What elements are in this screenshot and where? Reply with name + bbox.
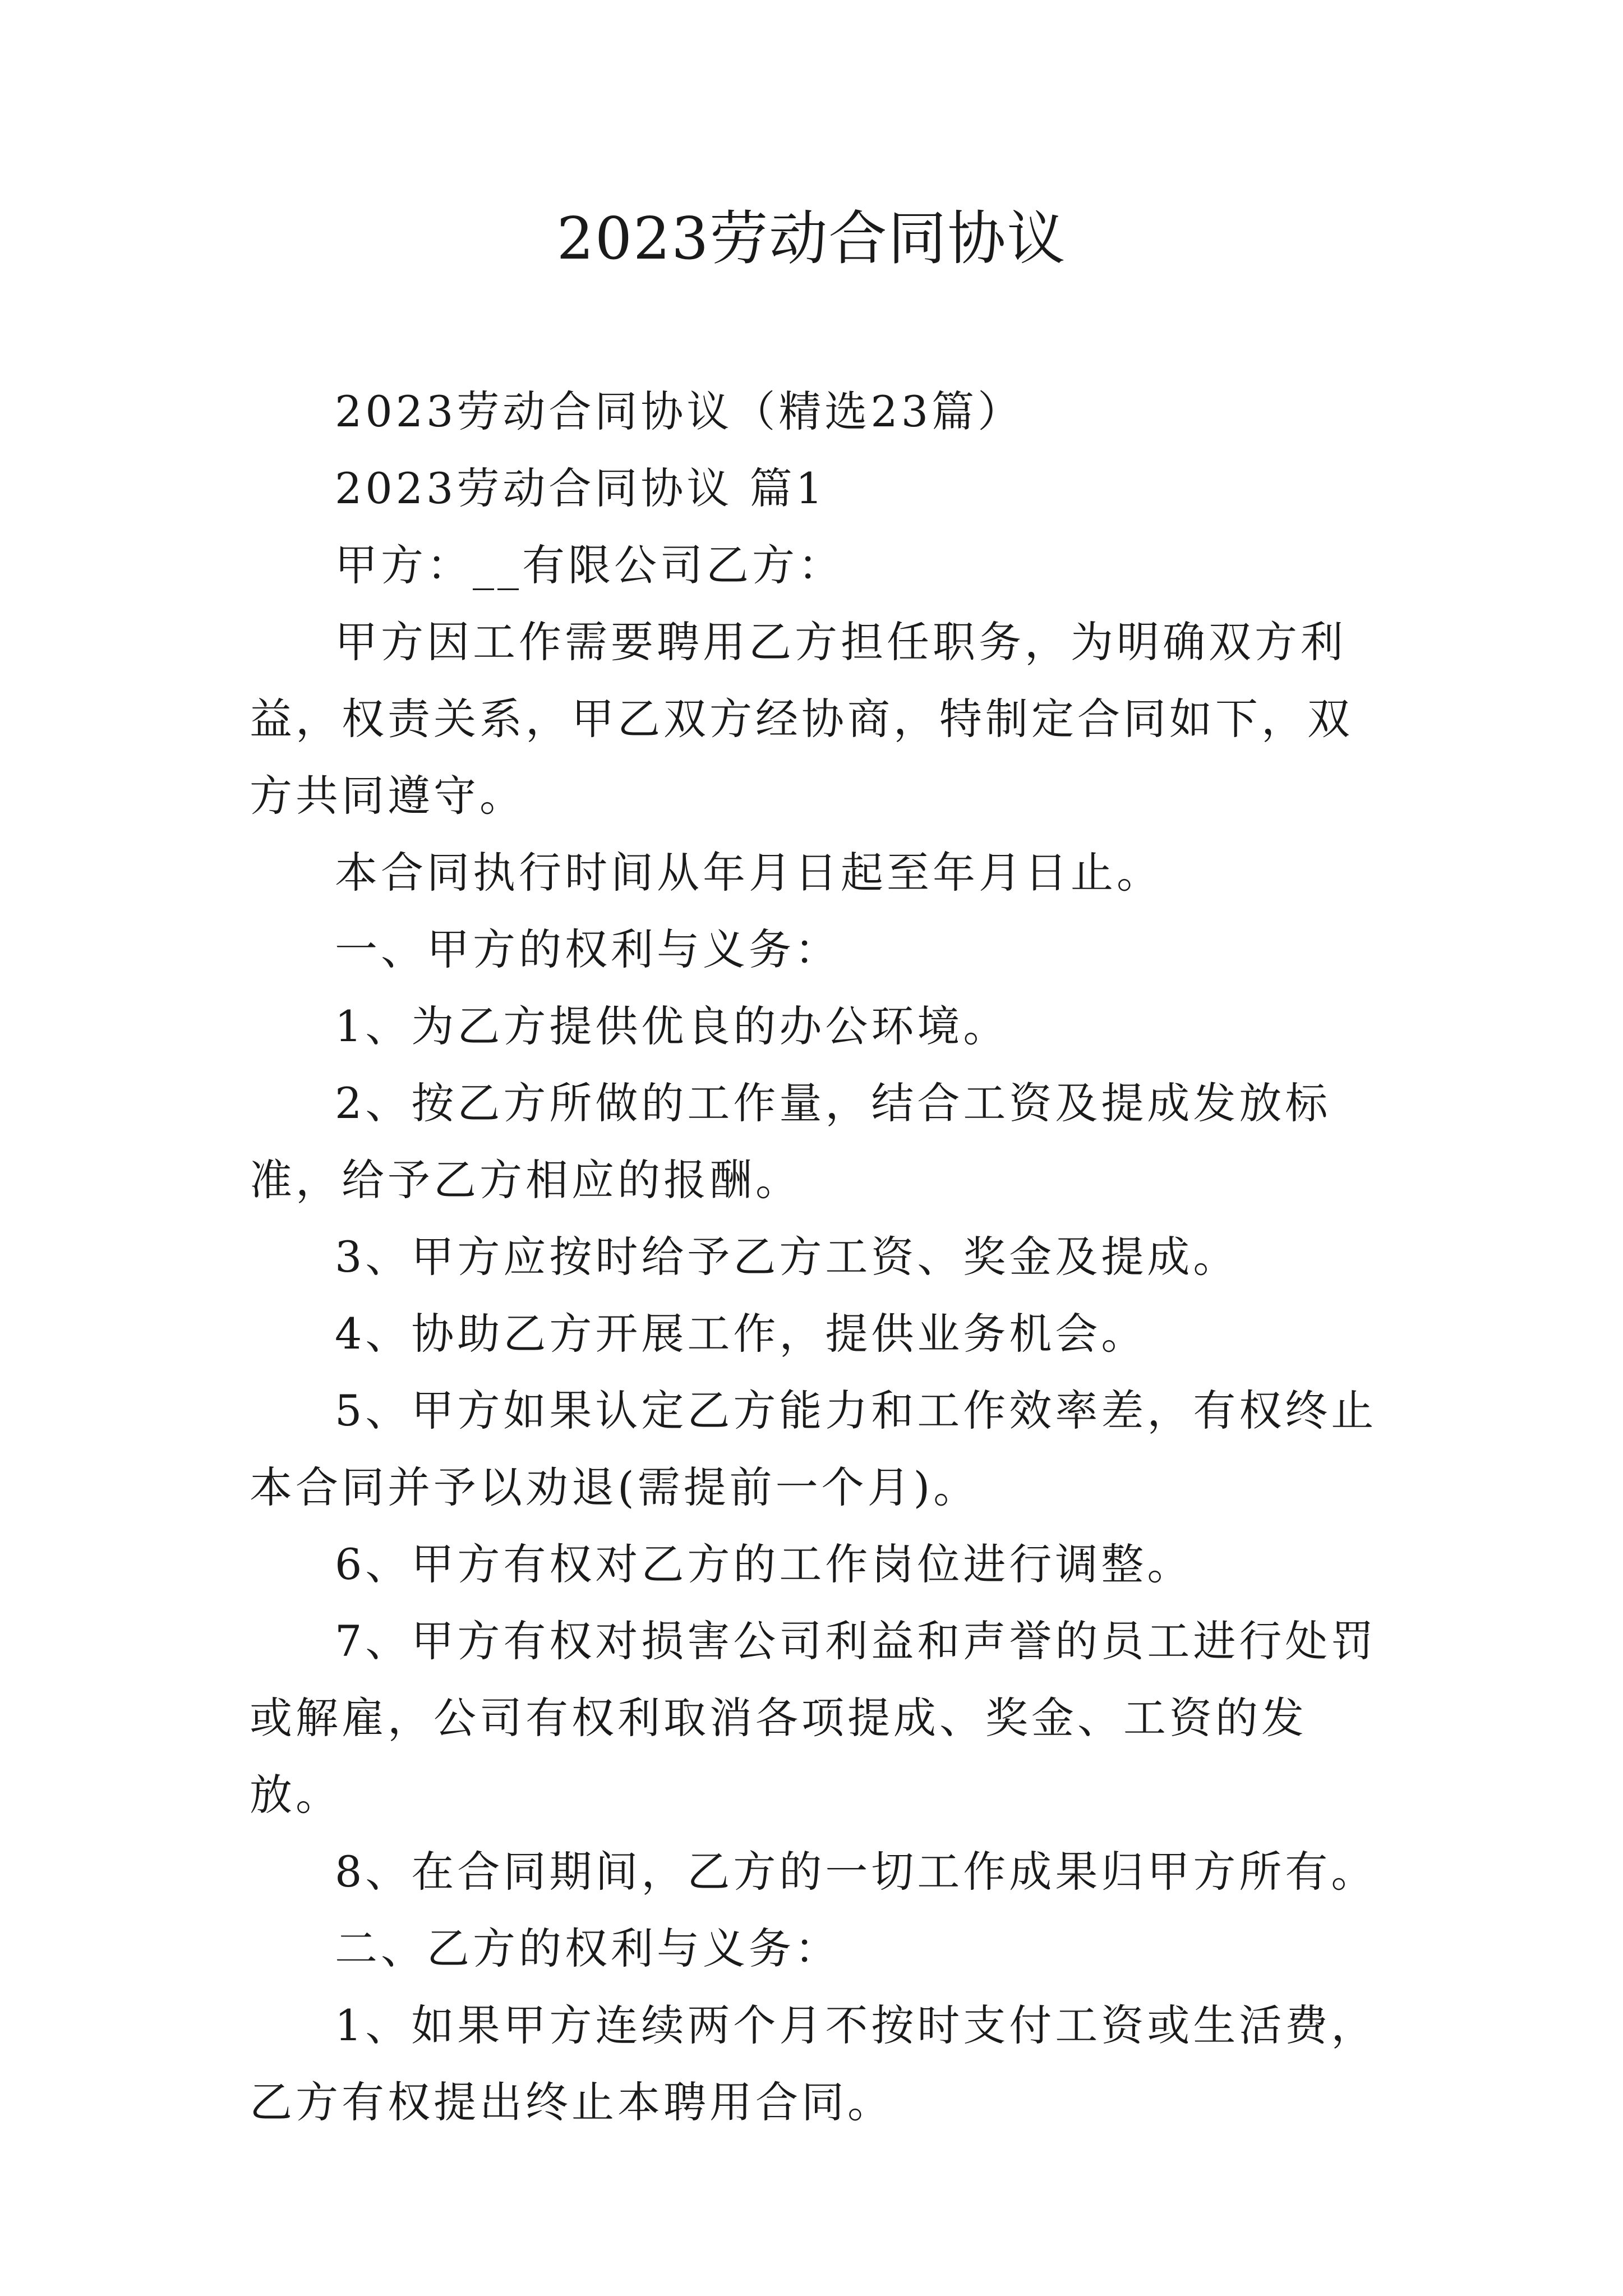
paragraph-section-heading: 2023劳动合同协议 篇1 [335, 463, 826, 513]
document-body [250, 373, 1394, 2141]
paragraph-party-b-item-1: 1、如果甲方连续两个月不按时支付工资或生活费，乙方有权提出终止本聘用合同。 [250, 2000, 1377, 2127]
paragraph-party-b-heading: 二、乙方的权利与义务： [335, 1924, 841, 1973]
paragraph-party-a-item-2: 2、按乙方所做的工作量，结合工资及提成发放标准，给予乙方相应的报酬。 [250, 1078, 1331, 1205]
paragraph-subtitle: 2023劳动合同协议（精选23篇） [335, 386, 1024, 436]
paragraph-party-a-item-6: 6、甲方有权对乙方的工作岗位进行调整。 [335, 1539, 1193, 1589]
document-title: 2023劳动合同协议 [556, 204, 1067, 273]
paragraph-term: 本合同执行时间从年月日起至年月日止。 [335, 848, 1163, 898]
paragraph-party-a-item-8: 8、在合同期间，乙方的一切工作成果归甲方所有。 [335, 1847, 1377, 1897]
paragraph-party-a-item-4: 4、协助乙方开展工作，提供业务机会。 [335, 1309, 1147, 1359]
paragraph-party-a-heading: 一、甲方的权利与义务： [335, 924, 841, 974]
paragraph-parties: 甲方：__有限公司乙方： [335, 540, 844, 590]
paragraph-party-a-item-5: 5、甲方如果认定乙方能力和工作效率差，有权终止本合同并予以劝退(需提前一个月)。 [250, 1386, 1377, 1512]
paragraph-party-a-item-3: 3、甲方应按时给予乙方工资、奖金及提成。 [335, 1232, 1239, 1282]
paragraph-preamble: 甲方因工作需要聘用乙方担任职务，为明确双方利益，权责关系，甲乙双方经协商，特制定合同如下，双方共同遵守。 [250, 617, 1353, 821]
paragraph-party-a-item-7: 7、甲方有权对损害公司利益和声誉的员工进行处罚或解雇，公司有权利取消各项提成、奖金、工资的发放。 [250, 1616, 1377, 1820]
paragraph-party-a-item-1: 1、为乙方提供优良的办公环境。 [335, 1001, 1009, 1051]
